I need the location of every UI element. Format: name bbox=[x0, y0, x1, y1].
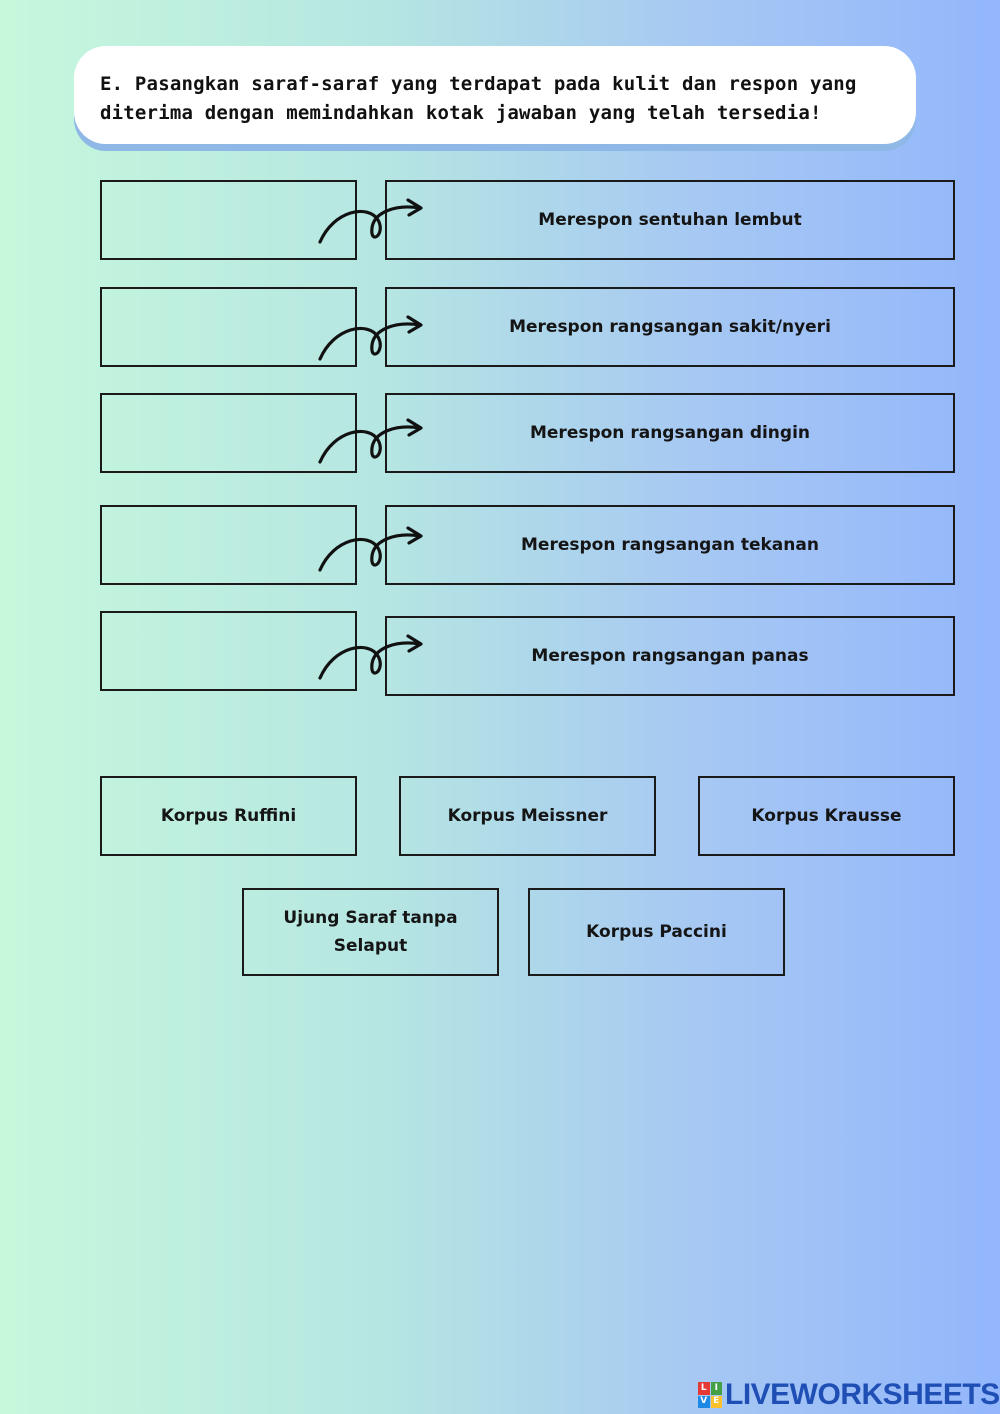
answer-option-5[interactable] bbox=[528, 888, 785, 976]
answer-option-4[interactable] bbox=[242, 888, 499, 976]
curly-arrow-icon bbox=[316, 188, 426, 248]
curly-arrow-icon bbox=[316, 516, 426, 576]
answer-option-label: Korpus Paccini bbox=[586, 922, 727, 942]
response-box-3 bbox=[385, 393, 955, 473]
instruction-text: E. Pasangkan saraf-saraf yang terdapat pada kulit dan respon yang diterima dengan memindahkan kotak jawaban yang telah tersedia! bbox=[100, 73, 857, 124]
response-box-1 bbox=[385, 180, 955, 260]
response-label-3: Merespon rangsangan dingin bbox=[529, 423, 811, 443]
answer-option-label: Korpus Ruffini bbox=[160, 806, 297, 826]
curly-arrow-icon bbox=[316, 624, 426, 684]
answer-option-2[interactable] bbox=[399, 776, 656, 856]
response-label-4: Merespon rangsangan tekanan bbox=[521, 535, 819, 555]
answer-option-1[interactable] bbox=[100, 776, 357, 856]
response-box-4 bbox=[385, 505, 955, 585]
liveworksheets-logo-icon: L I V E bbox=[698, 1382, 722, 1408]
response-label-2: Merespon rangsangan sakit/nyeri bbox=[509, 317, 831, 337]
instruction-card bbox=[74, 46, 916, 144]
response-label-5: Merespon rangsangan panas bbox=[531, 646, 809, 666]
brand-name: LIVEWORKSHEETS bbox=[725, 1378, 1000, 1411]
answer-option-label: Korpus Meissner bbox=[447, 806, 608, 826]
curly-arrow-icon bbox=[316, 408, 426, 468]
response-box-2 bbox=[385, 287, 955, 367]
liveworksheets-logo[interactable] bbox=[698, 1379, 1000, 1411]
response-label-1: Merespon sentuhan lembut bbox=[538, 210, 802, 230]
answer-option-3[interactable] bbox=[698, 776, 955, 856]
answer-option-label: Korpus Krausse bbox=[751, 806, 902, 826]
answer-option-label: Ujung Saraf tanpa Selaput bbox=[283, 908, 458, 956]
curly-arrow-icon bbox=[316, 305, 426, 365]
response-box-5 bbox=[385, 616, 955, 696]
